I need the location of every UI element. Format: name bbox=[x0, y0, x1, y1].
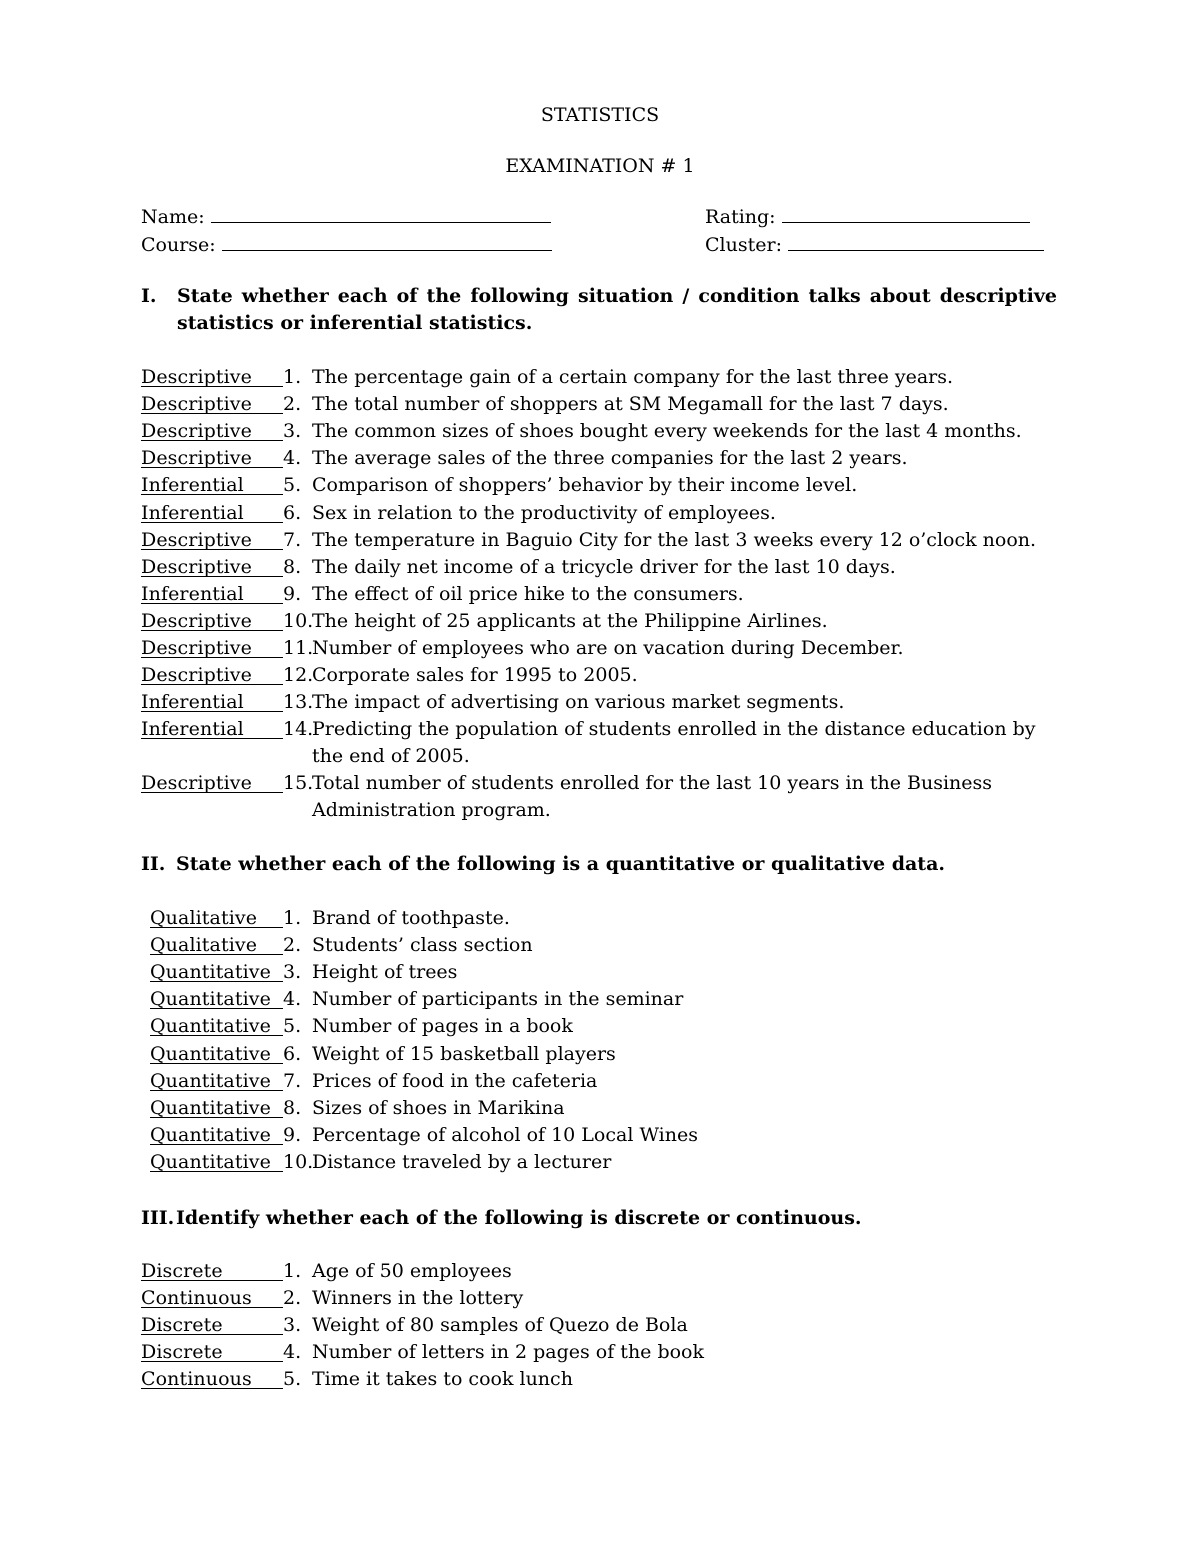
section-2-instruction: State whether each of the following is a quantitative or qualitative data. bbox=[176, 853, 946, 875]
question-text: The effect of oil price hike to the consumers. bbox=[312, 582, 744, 605]
question-number: 8. bbox=[283, 1096, 302, 1119]
cluster-blank[interactable] bbox=[788, 230, 1044, 251]
answer-blank[interactable] bbox=[141, 418, 283, 441]
question-number: 10. bbox=[283, 1150, 314, 1173]
rating-field bbox=[705, 202, 1030, 230]
question-number: 6. bbox=[283, 501, 302, 524]
answer-text: Quantitative bbox=[150, 1123, 271, 1146]
answer-text: Quantitative bbox=[150, 1096, 271, 1119]
course-blank[interactable] bbox=[222, 230, 552, 251]
question-number: 1. bbox=[283, 1260, 302, 1282]
question-number: 4. bbox=[283, 447, 302, 470]
question-text: The common sizes of shoes bought every weekends for the last 4 months. bbox=[312, 420, 1022, 443]
question-number: 12. bbox=[283, 664, 314, 687]
question-text: Number of letters in 2 pages of the book bbox=[312, 1341, 705, 1364]
question-text: Distance traveled by a lecturer bbox=[312, 1150, 612, 1173]
answer-text: Descriptive bbox=[141, 366, 252, 388]
answer-blank[interactable] bbox=[150, 1122, 283, 1145]
question-text: Brand of toothpaste. bbox=[312, 907, 510, 929]
answer-text: Descriptive bbox=[141, 772, 252, 795]
question-text: Number of pages in a book bbox=[312, 1015, 573, 1038]
answer-blank[interactable] bbox=[150, 986, 283, 1009]
answer-blank[interactable] bbox=[141, 1258, 283, 1281]
question-number: 3. bbox=[283, 961, 302, 984]
question-number: 9. bbox=[283, 1123, 302, 1146]
question-text: The temperature in Baguio City for the last 3 weeks every 12 o’clock noon. bbox=[312, 528, 1037, 551]
document-title: STATISTICS bbox=[540, 104, 660, 126]
answer-text: Descriptive bbox=[141, 609, 252, 632]
question-number: 14. bbox=[283, 718, 314, 741]
answer-text: Descriptive bbox=[141, 420, 252, 443]
answer-blank[interactable] bbox=[150, 1095, 283, 1118]
section-2-number: II. bbox=[141, 853, 166, 875]
section-3-heading bbox=[141, 1205, 1057, 1232]
answer-blank[interactable] bbox=[141, 1285, 283, 1308]
question-text: The total number of shoppers at SM Megamall for the last 7 days. bbox=[312, 393, 949, 416]
answer-blank[interactable] bbox=[141, 1339, 283, 1362]
question-text: Sex in relation to the productivity of employees. bbox=[312, 501, 776, 524]
cluster-label: Cluster: bbox=[705, 234, 782, 256]
answer-text: Discrete bbox=[141, 1314, 223, 1337]
question-text: Comparison of shoppers’ behavior by their income level. bbox=[312, 474, 858, 497]
question-number: 8. bbox=[283, 555, 302, 578]
question-number: 7. bbox=[283, 528, 302, 551]
answer-blank[interactable] bbox=[141, 635, 283, 658]
answer-blank[interactable] bbox=[150, 1149, 283, 1172]
name-blank[interactable] bbox=[211, 202, 551, 223]
answer-text: Quantitative bbox=[150, 1015, 271, 1038]
answer-blank[interactable] bbox=[141, 770, 283, 793]
question-number: 3. bbox=[283, 420, 302, 443]
answer-text: Continuous bbox=[141, 1368, 252, 1391]
rating-label: Rating: bbox=[705, 206, 776, 228]
question-text: The impact of advertising on various market segments. bbox=[312, 691, 845, 714]
answer-text: Descriptive bbox=[141, 637, 252, 659]
answer-text: Qualitative bbox=[150, 934, 258, 957]
answer-text: Inferential bbox=[141, 691, 244, 714]
answer-text: Quantitative bbox=[150, 1042, 271, 1065]
answer-blank[interactable] bbox=[141, 1312, 283, 1335]
answer-blank[interactable] bbox=[150, 1068, 283, 1091]
answer-text: Quantitative bbox=[150, 961, 271, 984]
course-field bbox=[141, 230, 552, 258]
question-text: Number of employees who are on vacation during December. bbox=[312, 637, 904, 659]
answer-text: Descriptive bbox=[141, 555, 252, 578]
answer-blank[interactable] bbox=[141, 716, 283, 739]
question-text: Sizes of shoes in Marikina bbox=[312, 1096, 565, 1119]
question-text: Weight of 80 samples of Quezo de Bola bbox=[312, 1314, 688, 1337]
answer-blank[interactable] bbox=[150, 932, 283, 955]
question-number: 13. bbox=[283, 691, 314, 714]
name-field bbox=[141, 202, 551, 230]
question-number: 5. bbox=[283, 474, 302, 497]
section-1-heading bbox=[141, 283, 1057, 337]
question-text: Number of participants in the seminar bbox=[312, 988, 684, 1011]
question-number: 2. bbox=[283, 393, 302, 416]
question-number: 6. bbox=[283, 1042, 302, 1065]
answer-text: Qualitative bbox=[150, 907, 258, 929]
question-number: 5. bbox=[283, 1015, 302, 1038]
answer-text: Discrete bbox=[141, 1260, 223, 1282]
question-number: 1. bbox=[283, 907, 302, 929]
question-text: The percentage gain of a certain company for the last three years. bbox=[312, 366, 954, 388]
question-text: Corporate sales for 1995 to 2005. bbox=[312, 664, 638, 687]
answer-blank[interactable] bbox=[141, 472, 283, 495]
answer-blank[interactable] bbox=[141, 391, 283, 414]
answer-text: Continuous bbox=[141, 1287, 252, 1310]
question-number: 11. bbox=[283, 637, 314, 659]
answer-blank[interactable] bbox=[141, 364, 283, 387]
answer-blank[interactable] bbox=[141, 1366, 283, 1389]
answer-blank[interactable] bbox=[141, 500, 283, 523]
question-number: 2. bbox=[283, 934, 302, 957]
question-text: Prices of food in the cafeteria bbox=[312, 1069, 598, 1092]
question-number: 7. bbox=[283, 1069, 302, 1092]
answer-blank[interactable] bbox=[141, 527, 283, 550]
question-number: 15. bbox=[283, 772, 314, 795]
rating-blank[interactable] bbox=[782, 202, 1030, 223]
answer-text: Descriptive bbox=[141, 664, 252, 687]
answer-blank[interactable] bbox=[141, 689, 283, 712]
answer-text: Discrete bbox=[141, 1341, 223, 1364]
answer-blank[interactable] bbox=[141, 445, 283, 468]
question-number: 5. bbox=[283, 1368, 302, 1391]
question-text: Percentage of alcohol of 10 Local Wines bbox=[312, 1123, 698, 1146]
answer-blank[interactable] bbox=[150, 1013, 283, 1036]
question-text: The average sales of the three companies for the last 2 years. bbox=[312, 447, 908, 470]
answer-text: Inferential bbox=[141, 501, 244, 524]
answer-blank[interactable] bbox=[141, 608, 283, 631]
answer-text: Inferential bbox=[141, 582, 244, 605]
answer-blank[interactable] bbox=[150, 905, 283, 928]
question-number: 4. bbox=[283, 1341, 302, 1364]
answer-blank[interactable] bbox=[141, 554, 283, 577]
question-text: The daily net income of a tricycle driver for the last 10 days. bbox=[312, 555, 896, 578]
exam-subtitle: EXAMINATION # 1 bbox=[505, 155, 695, 177]
answer-text: Inferential bbox=[141, 718, 244, 741]
section-2-heading bbox=[141, 851, 1057, 878]
answer-text: Inferential bbox=[141, 474, 244, 497]
question-text: Age of 50 employees bbox=[312, 1260, 512, 1282]
cluster-field bbox=[705, 230, 1044, 258]
question-text: Students’ class section bbox=[312, 934, 533, 957]
answer-text: Descriptive bbox=[141, 393, 252, 416]
question-text: Time it takes to cook lunch bbox=[312, 1368, 573, 1391]
question-text: Predicting the population of students enrolled in the distance education by the end of 2005. bbox=[312, 718, 1036, 768]
answer-blank[interactable] bbox=[150, 959, 283, 982]
section-1-instruction: State whether each of the following situation / condition talks about descriptive statistics or inferential statistics. bbox=[177, 285, 1057, 334]
answer-blank[interactable] bbox=[141, 662, 283, 685]
answer-text: Quantitative bbox=[150, 988, 271, 1011]
question-number: 10. bbox=[283, 609, 314, 632]
question-number: 1. bbox=[283, 366, 302, 388]
question-number: 9. bbox=[283, 582, 302, 605]
answer-blank[interactable] bbox=[150, 1041, 283, 1064]
question-text: The height of 25 applicants at the Philippine Airlines. bbox=[312, 609, 828, 632]
question-text: Height of trees bbox=[312, 961, 458, 984]
section-1-number: I. bbox=[141, 285, 157, 307]
question-text: Total number of students enrolled for the last 10 years in the Business Administration program. bbox=[312, 772, 993, 822]
question-text: Weight of 15 basketball players bbox=[312, 1042, 616, 1065]
answer-text: Quantitative bbox=[150, 1069, 271, 1092]
question-text: Winners in the lottery bbox=[312, 1287, 524, 1310]
question-number: 3. bbox=[283, 1314, 302, 1337]
answer-blank[interactable] bbox=[141, 581, 283, 604]
answer-text: Descriptive bbox=[141, 447, 252, 470]
name-label: Name: bbox=[141, 206, 205, 228]
course-label: Course: bbox=[141, 234, 216, 256]
question-number: 2. bbox=[283, 1287, 302, 1310]
section-3-instruction: Identify whether each of the following is discrete or continuous. bbox=[176, 1207, 862, 1229]
section-3-number: III. bbox=[141, 1207, 175, 1229]
question-number: 4. bbox=[283, 988, 302, 1011]
answer-text: Descriptive bbox=[141, 528, 252, 551]
answer-text: Quantitative bbox=[150, 1150, 271, 1173]
